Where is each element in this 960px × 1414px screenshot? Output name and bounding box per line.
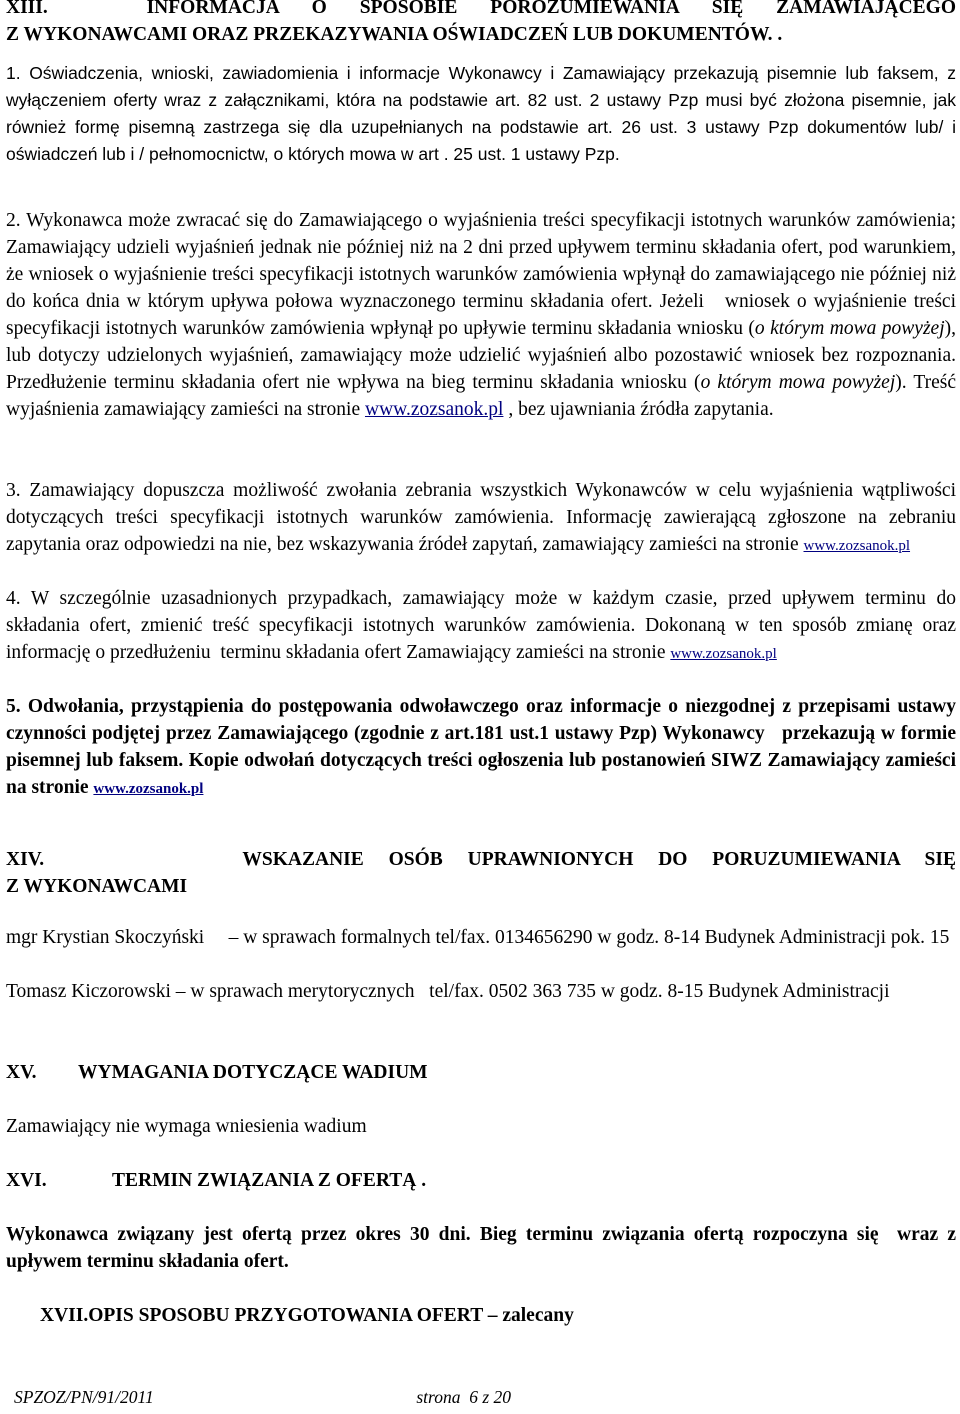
paragraph-2-italic-2: o którym mowa powyżej [700, 372, 896, 393]
paragraph-2 [6, 207, 956, 423]
document-reference: SPZOZ/PN/91/2011 [14, 1387, 154, 1407]
page-number: strona 6 z 20 [416, 1387, 512, 1407]
section-xiii-title-line2: Z WYKONAWCAMI ORAZ PRZEKAZYWANIA OŚWIADCZEŃ LUB DOKUMENTÓW. . [6, 24, 783, 45]
paragraph-2-text-b: ), lub dotyczy udzielonych wyjaśnień, zamawiający może udzielić wyjaśnień albo pozostawić wniosek bez rozpoznania. Przedłużenie terminu składania ofert nie wpływa na bieg terminu składania wniosku ( [6, 318, 956, 393]
section-xv-number: XV. [6, 1062, 37, 1083]
zozsanok-link[interactable]: www.zozsanok.pl [364, 399, 504, 420]
paragraph-4-text: 4. W szczególnie uzasadnionych przypadkach, zamawiający może w każdym czasie, przed upływem terminu do składania ofert, zmienić treść specyfikacji istotnych warunków zamówienia. Dokonaną w ten sposób zmianę oraz informację o przedłużeniu terminu składania ofert Zamawiający zamieści na stronie [6, 588, 956, 663]
paragraph-3 [6, 477, 956, 560]
paragraph-5-text: 5. Odwołania, przystąpienia do postępowania odwoławczego oraz informacje o niezgodnej z przepisami ustawy czynności podjętej przez Zamawiającego (zgodnie z art.181 ust.1 ustawy Pzp) Wykonawcy przekazują w formie pisemnej lub faksem. Kopie odwołań dotyczących treści ogłoszenia lub postanowień SIWZ Zamawiający zamieści na stronie [6, 696, 956, 798]
section-xvii-title: XVII.OPIS SPOSOBU PRZYGOTOWANIA OFERT – zalecany [40, 1305, 574, 1326]
paragraph-3-text: 3. Zamawiający dopuszcza możliwość zwołania zebrania wszystkich Wykonawców w celu wyjaśnienia wątpliwości dotyczących treści specyfikacji istotnych warunków zamówienia. Informację zawierającą zgłoszone na zebraniu zapytania oraz odpowiedzi na nie, bez wskazywania źródeł zapytań, zamawiający zamieści na stronie [6, 480, 956, 555]
zozsanok-link[interactable]: www.zozsanok.pl [803, 538, 911, 554]
section-xvi-heading: TERMIN ZWIĄZANIA Z OFERTĄ . [112, 1170, 427, 1191]
zozsanok-link[interactable]: www.zozsanok.pl [670, 646, 777, 662]
section-xiv [6, 846, 956, 900]
paragraph-4 [6, 585, 956, 668]
zozsanok-link[interactable]: www.zozsanok.pl [93, 781, 204, 797]
section-xv-title [6, 1059, 428, 1086]
section-xiv-title-line2: Z WYKONAWCAMI [6, 876, 188, 897]
section-xvi-text: Wykonawca związany jest ofertą przez okres 30 dni. Bieg terminu związania ofertą rozpoczyna się wraz z upływem terminu składania ofert. [6, 1224, 956, 1272]
section-xiv-title-line1: XIV. WSKAZANIE OSÓB UPRAWNIONYCH DO PORUZUMIEWANIA SIĘ [6, 849, 956, 870]
contact-person-2: Tomasz Kiczorowski – w sprawach merytorycznych tel/fax. 0502 363 735 w godz. 8-15 Budynek Administracji [6, 981, 890, 1002]
section-xiii-title-line1: XIII. INFORMACJA O SPOSOBIE POROZUMIEWANIA SIĘ ZAMAWIAJĄCEGO [6, 0, 956, 18]
section-xvi-title [6, 1167, 426, 1194]
contact-person-1: mgr Krystian Skoczyński – w sprawach formalnych tel/fax. 0134656290 w godz. 8-14 Budynek Administracji pok. 15 [6, 927, 950, 948]
paragraph-1: 1. Oświadczenia, wnioski, zawiadomienia i informacje Wykonawcy i Zamawiający przekazują pisemnie lub faksem, z wyłączeniem oferty wraz z załącznikami, która na podstawie art. 82 ust. 2 ustawy Pzp musi być złożona pisemnie, jak również formę pisemną zastrzega się dla uzupełnianych na podstawie art. 26 ust. 3 ustawy Pzp dokumentów lub/ i oświadczeń lub i / pełnomocnictw, o których mowa w art . 25 ust. 1 ustawy Pzp. [6, 63, 956, 164]
paragraph-5 [6, 693, 956, 803]
section-xvi-number: XVI. [6, 1170, 47, 1191]
paragraph-2-text-c: ). Treść wyjaśnienia zamawiający zamieści na stronie [6, 372, 957, 420]
section-xv-text: Zamawiający nie wymaga wniesienia wadium [6, 1116, 367, 1137]
paragraph-2-text-d: , bez ujawniania źródła zapytania. [503, 399, 774, 420]
section-xv-heading: WYMAGANIA DOTYCZĄCE WADIUM [78, 1062, 428, 1083]
section-xiii [6, 0, 956, 48]
paragraph-2-italic-1: o którym mowa powyżej [754, 318, 945, 339]
page-footer [14, 1387, 511, 1408]
paragraph-2-text-a: 2. Wykonawca może zwracać się do Zamawiającego o wyjaśnienia treści specyfikacji istotnych warunków zamówienia; Zamawiający udzieli wyjaśnień jednak nie później niż na 2 dni przed upływem terminu składania ofert, pod warunkiem, że wniosek o wyjaśnienie treści specyfikacji istotnych warunków zamówienia wpłynął do zamawiającego nie później niż do końca dnia w którym upływa połowa wyznaczonego terminu składania ofert. Jeżeli wniosek o wyjaśnienie treści specyfikacji istotnych warunków zamówienia wpłynął po upływie terminu składania wniosku ( [6, 210, 956, 339]
